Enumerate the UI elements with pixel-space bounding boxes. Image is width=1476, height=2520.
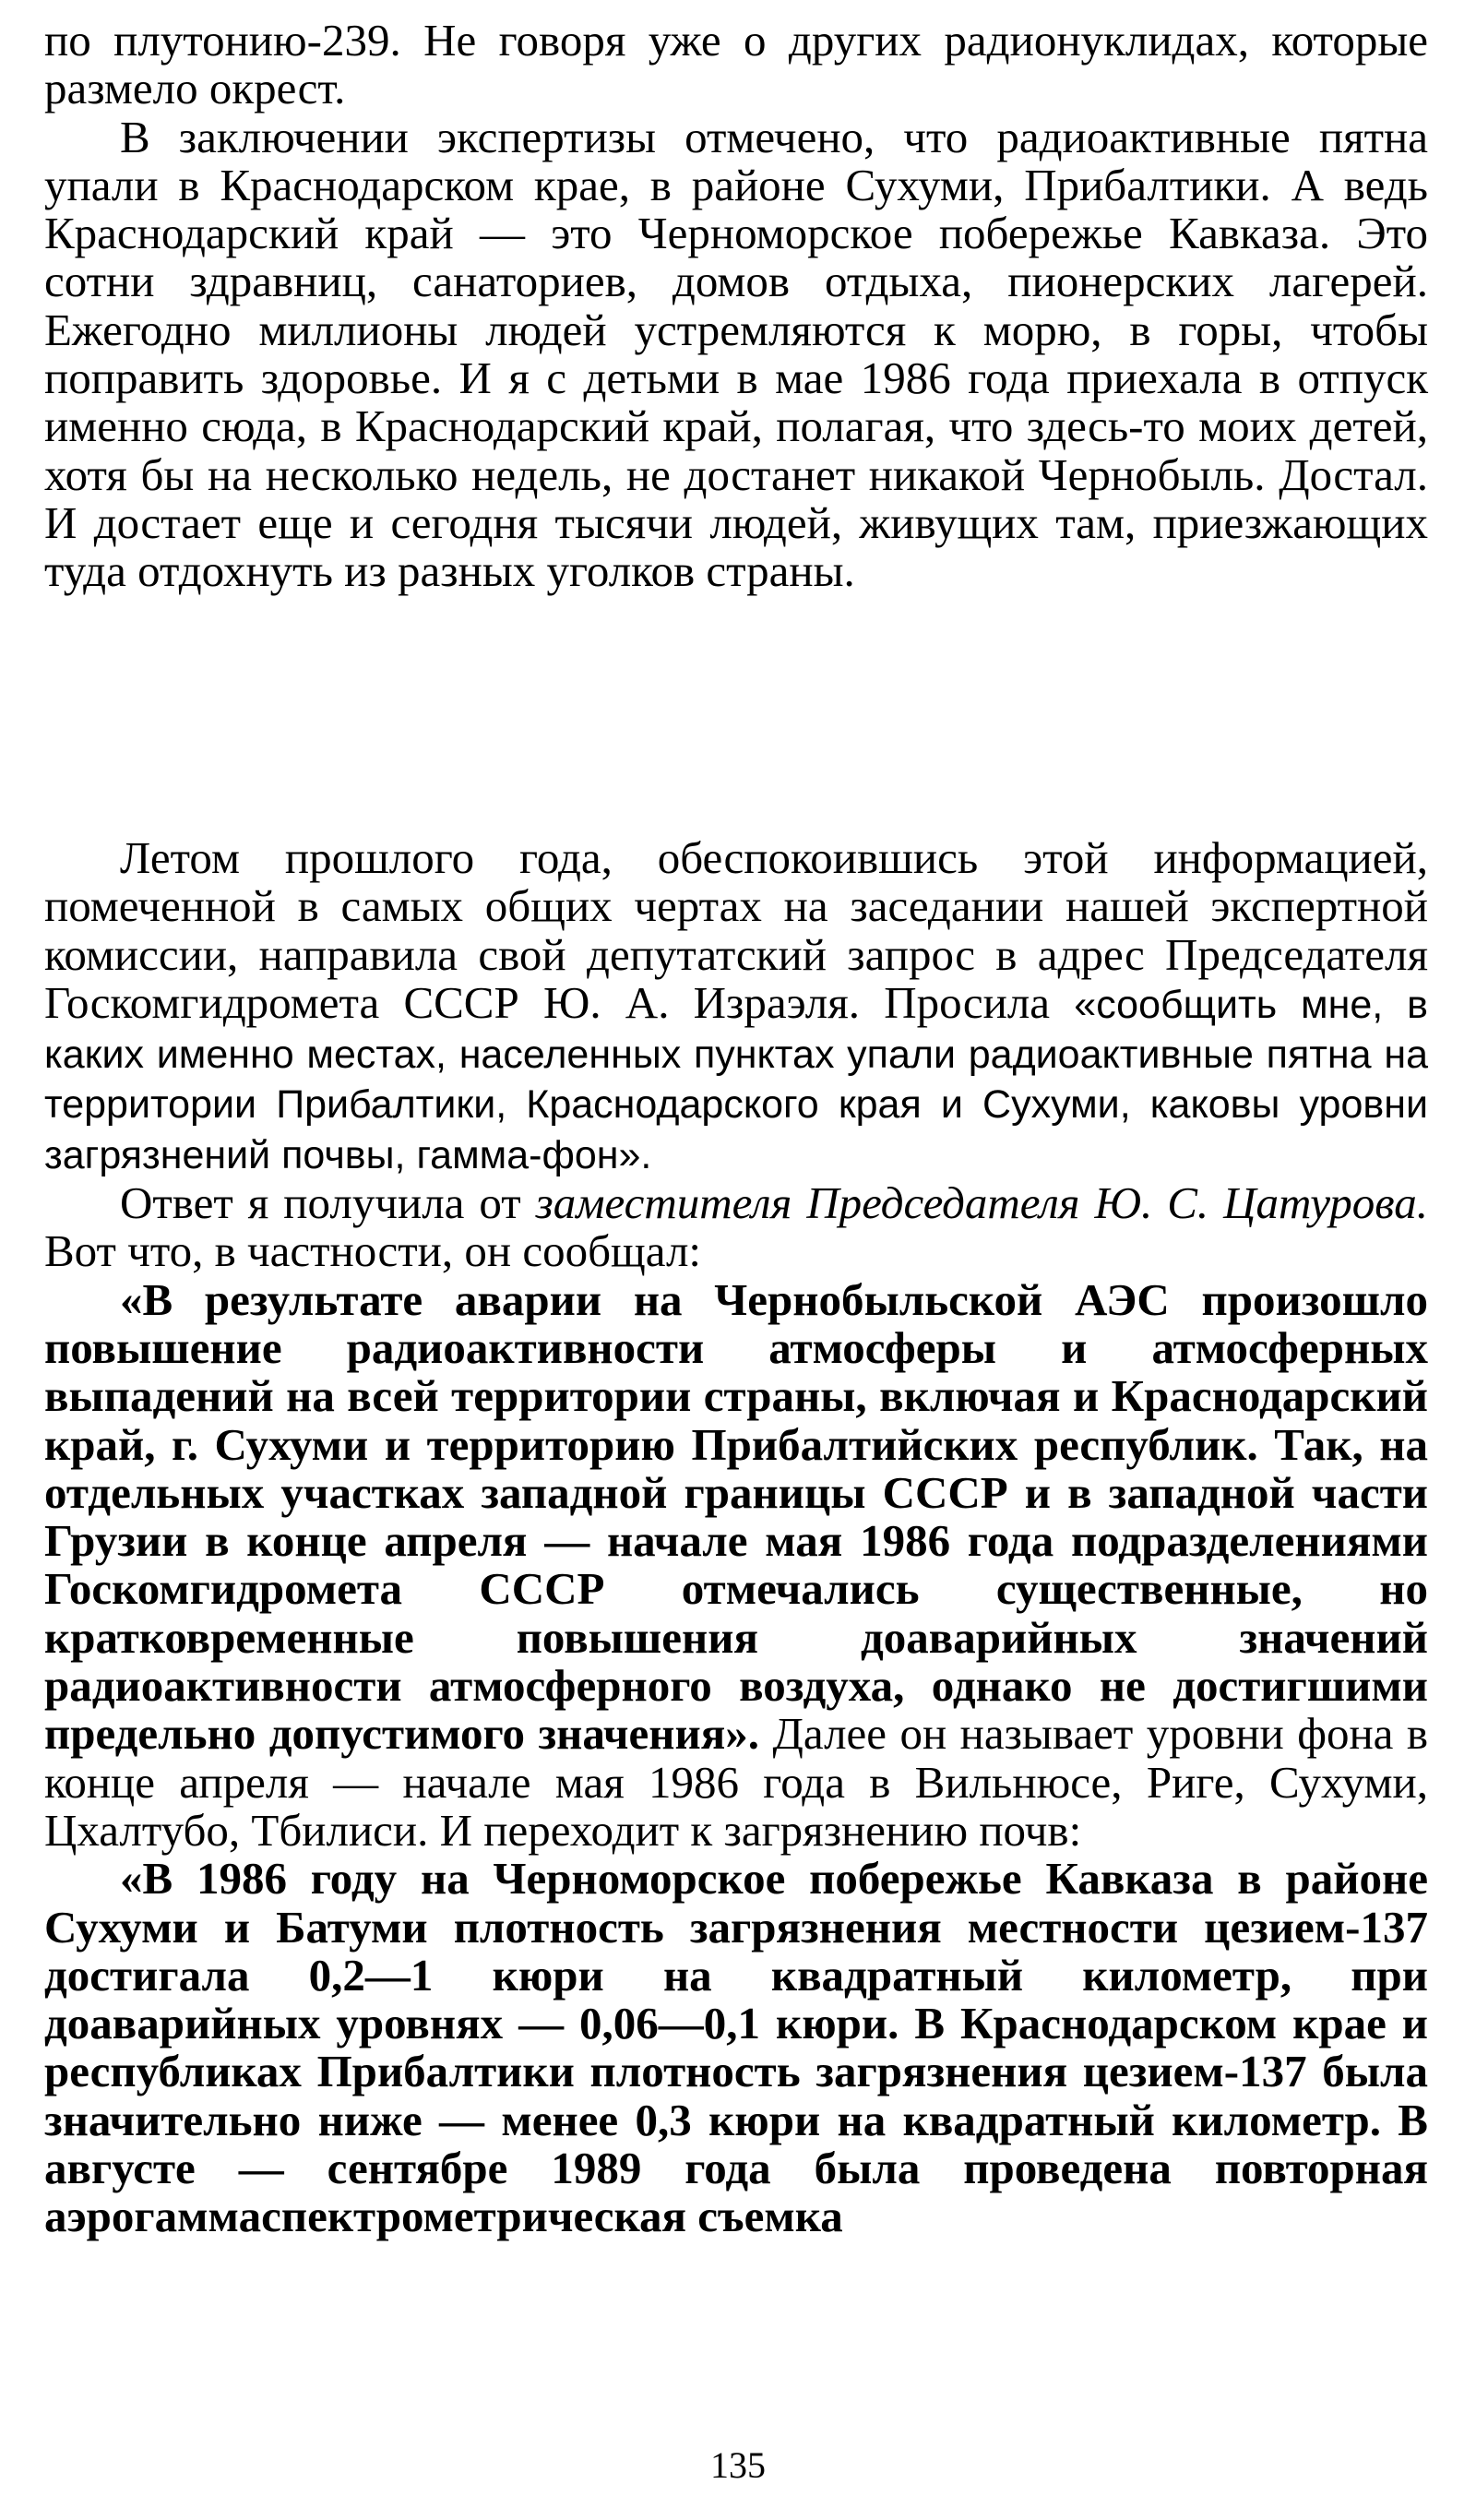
second-quote-text: «В 1986 году на Черноморское побережье Кавказа в районе Сухуми и Батуми плотность загрязнения местности цезием-137 достигала 0,2—1 кюри на квадратный километр, при доаварийных уровнях — 0,06—0,1 кюри. В Краснодарском крае и республиках Прибалтики плотность загрязнения цезием-137 была значительно ниже — менее 0,3 кюри на квадратный километр. В августе — сентябре 1989 года была проведена повторная аэрогаммаспектрометрическая съемка (44, 1853, 1428, 2242)
answer-tail-text: Вот что, в частности, он сообщал: (44, 1225, 702, 1277)
first-quote-paragraph (44, 1273, 1428, 1856)
request-quote-text: «сообщить мне, в каких именно местах, населенных пунктах упали радиоактивные пятна на территории Прибалтики, Краснодарского края и Сухуми, каковы уровни загрязнений почвы, гамма-фон». (44, 982, 1428, 1177)
carryover-text: по плутонию-239. Не говоря уже о других радионуклидах, которые размело окрест. (44, 15, 1428, 114)
second-quote-paragraph (44, 1855, 1428, 2240)
top-text-block (44, 17, 1428, 596)
page-number: 135 (710, 2444, 766, 2486)
first-quote-text: «В результате аварии на Чернобыльской АЭС произошло повышение радиоактивности атмосферы и атмосферных выпадений на всей территории страны, включая и Краснодарский край, г. Сухуми и территорию Прибалтийских республик. Так, на отдельных участках западной границы СССР и в западной части Грузии в конце апреля — начале мая 1986 года подразделениями Госкомгидромета СССР отмечались существенные, но кратковременные повышения доаварийных значений радиоактивности атмосферного воздуха, однако не достигшими предельно допустимого значения». (44, 1273, 1428, 1760)
request-paragraph (44, 834, 1428, 1179)
request-intro-text: Летом прошлого года, обеспокоившись этой информацией, помеченной в самых общих чертах на заседании нашей экспертной комиссии, направила свой депутатский запрос в адрес Председателя Госкомгидромета СССР Ю. А. Израэля. Просила (44, 832, 1428, 1028)
main-text-block (44, 834, 1428, 2241)
expertise-paragraph (44, 113, 1428, 596)
deputy-chairman-name: заместителя Председателя Ю. С. Цатурова. (535, 1177, 1428, 1229)
answer-lead-text: Ответ я получила от (120, 1177, 536, 1229)
first-quote-followup: Далее он называет уровни фона в конце апреля — начале мая 1986 года в Вильнюсе, Риге, Сухуми, Цхалтубо, Тбилиси. И переходит к загрязнению почв: (44, 1708, 1428, 1856)
carryover-paragraph (44, 17, 1428, 113)
expertise-text: В заключении экспертизы отмечено, что радиоактивные пятна упали в Краснодарском крае, в районе Сухуми, Прибалтики. А ведь Краснодарский край — это Черноморское побережье Кавказа. Это сотни здравниц, санаториев, домов отдыха, пионерских лагерей. Ежегодно миллионы людей устремляются к морю, в горы, чтобы поправить здоровье. И я с детьми в мае 1986 года приехала в отпуск именно сюда, в Краснодарский край, полагая, что здесь-то моих детей, хотя бы на несколько недель, не достанет никакой Чернобыль. Достал. И достает еще и сегодня тысячи людей, живущих там, приезжающих туда отдохнуть из разных уголков страны. (44, 111, 1428, 597)
answer-paragraph (44, 1179, 1428, 1276)
